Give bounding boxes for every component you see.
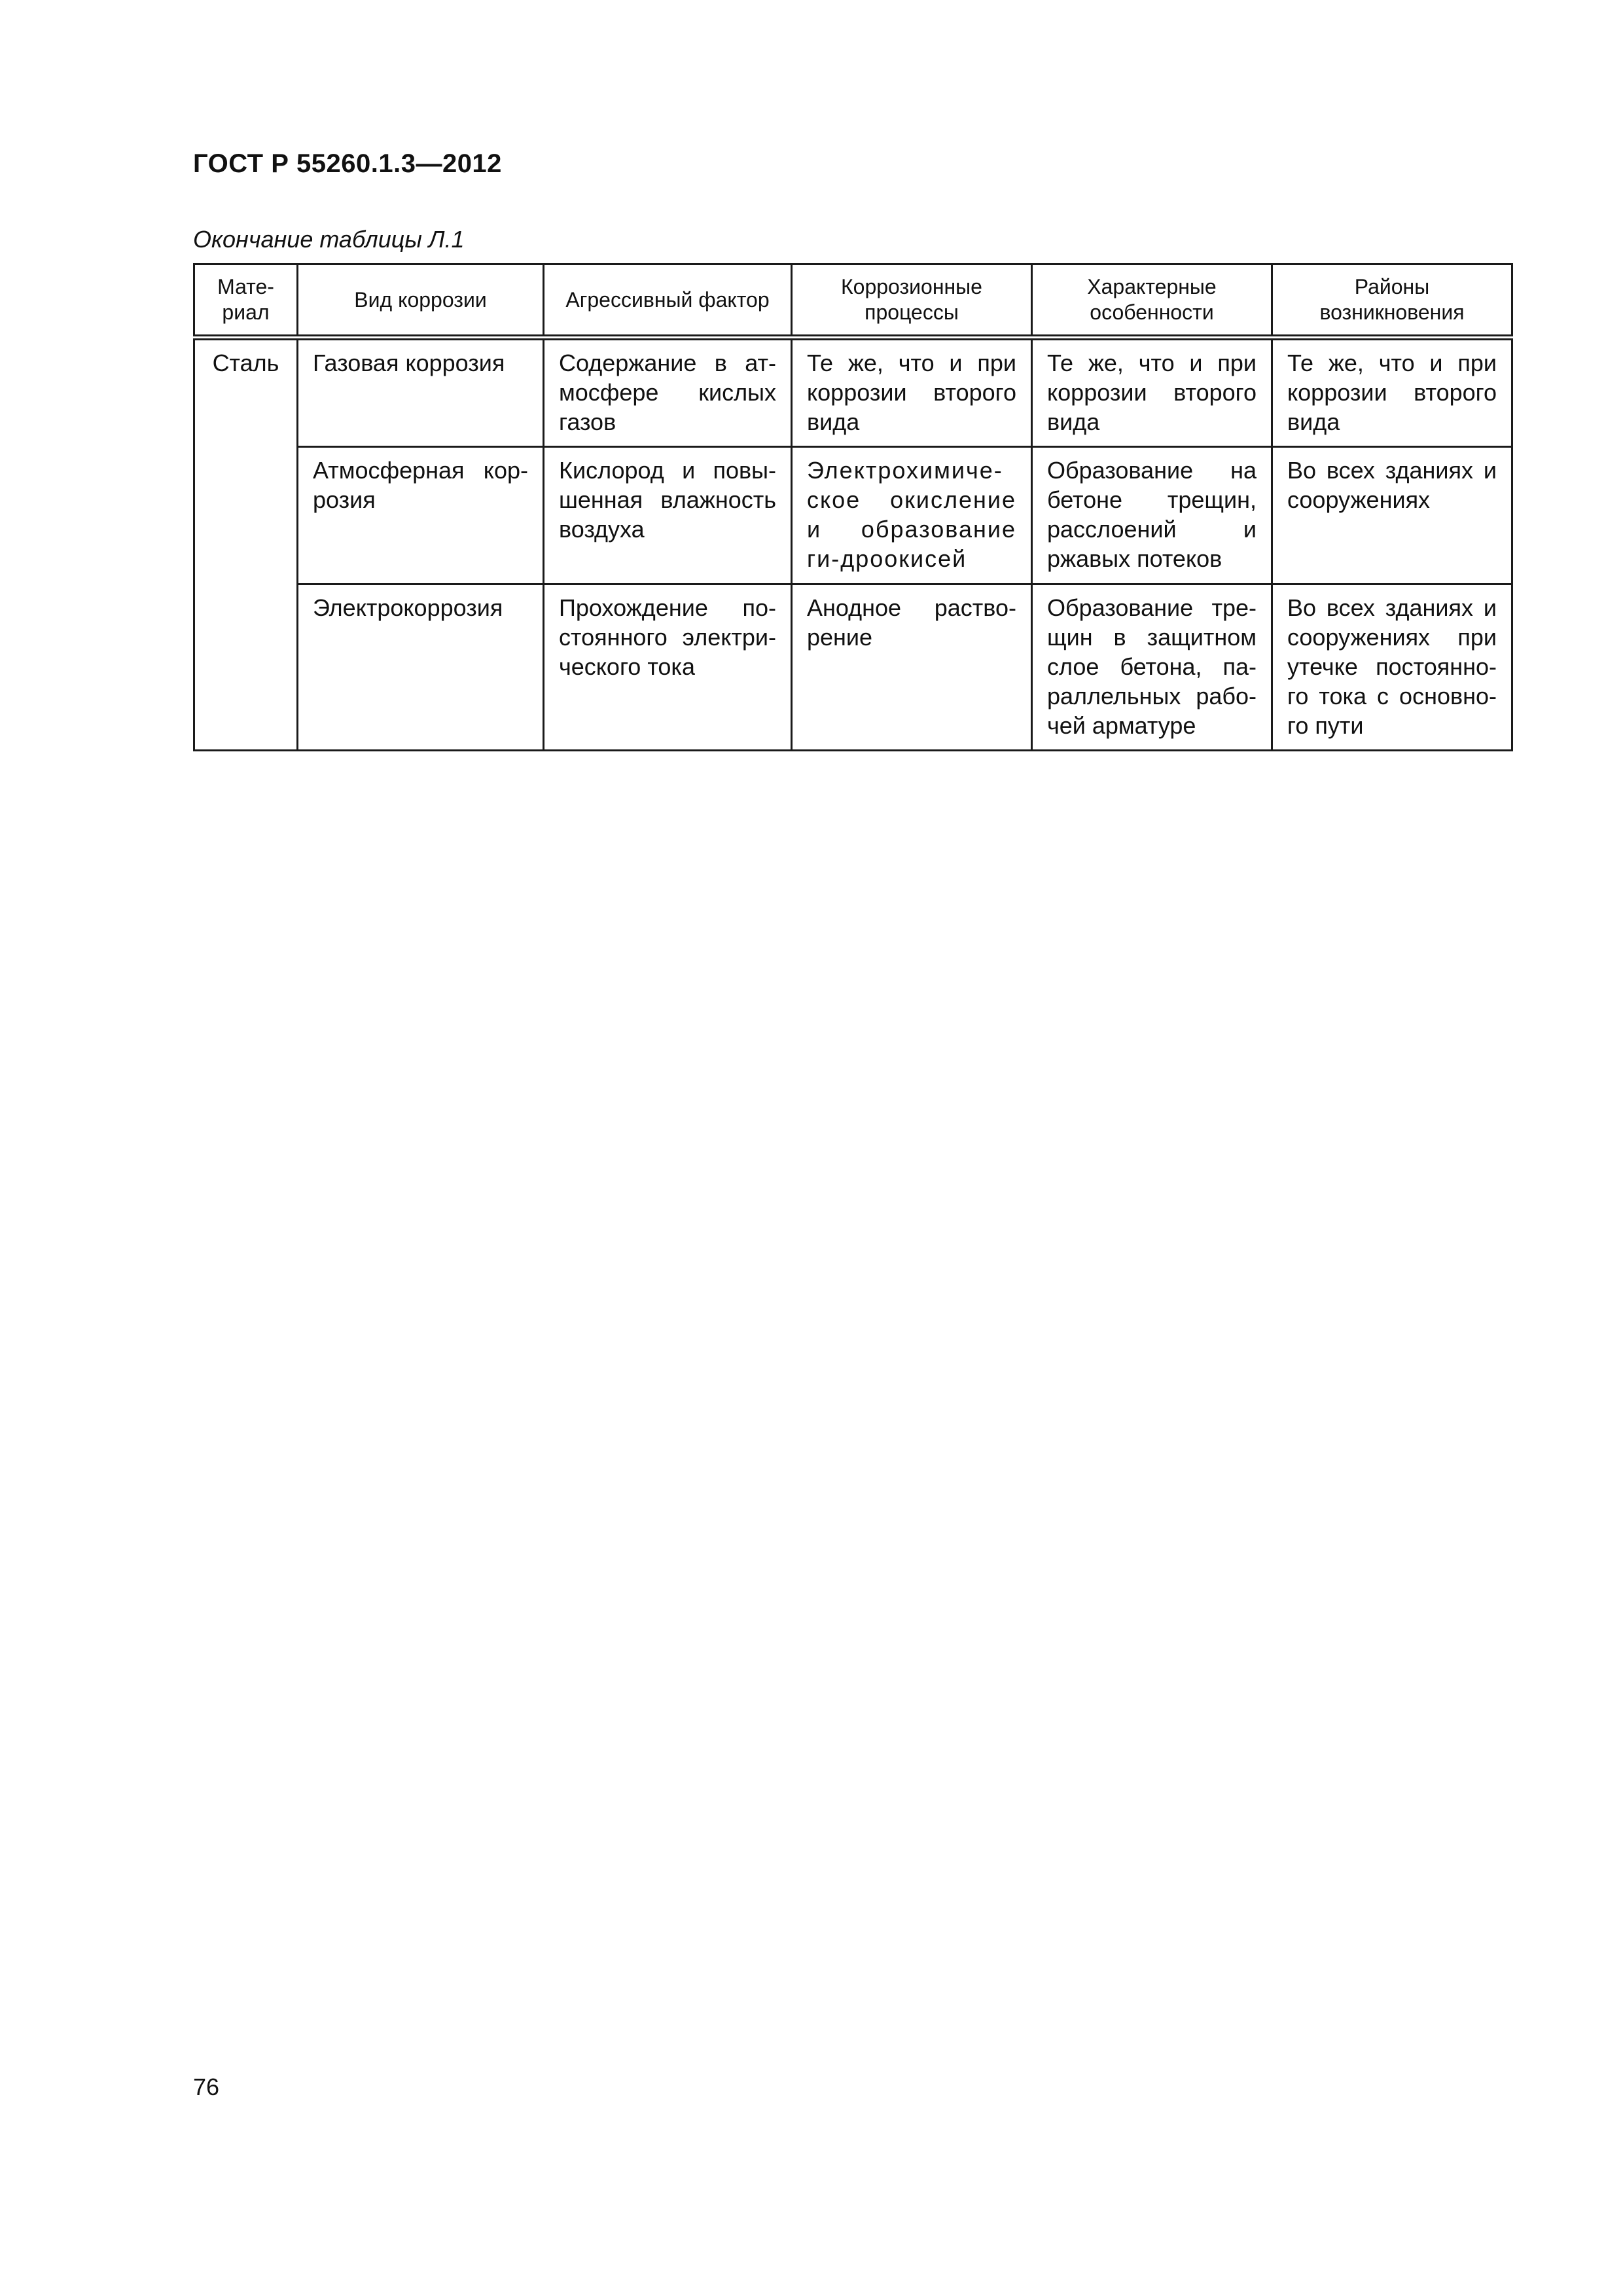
column-header-aggressive-factor	[544, 264, 792, 338]
cell-corrosion-type: Газовая коррозия	[298, 338, 544, 447]
cell-corrosion-process: Электрохимиче-ское окисление и образование ги-дроокисей	[792, 447, 1032, 584]
cell-aggressive-factor: Прохождение по-стоянного электри-ческого тока	[544, 584, 792, 751]
table-row	[194, 338, 1512, 447]
cell-aggressive-factor: Кислород и повы-шенная влажность воздуха	[544, 447, 792, 584]
table-row	[194, 447, 1512, 584]
page-number: 76	[193, 2073, 220, 2100]
header-text: Районы возникновения	[1319, 275, 1465, 324]
column-header-features	[1032, 264, 1272, 338]
cell-corrosion-process: Те же, что и при коррозии второго вида	[792, 338, 1032, 447]
cell-corrosion-type: Атмосферная кор-розия	[298, 447, 544, 584]
table-header-row	[194, 264, 1512, 338]
header-text: Вид коррозии	[354, 287, 487, 312]
table-caption: Окончание таблицы Л.1	[193, 226, 465, 253]
cell-aggressive-factor: Содержание в ат-мосфере кислых газов	[544, 338, 792, 447]
header-text: Коррозионные процессы	[841, 275, 982, 324]
cell-corrosion-process: Анодное раство-рение	[792, 584, 1032, 751]
table-row	[194, 584, 1512, 751]
header-text: Агрессивный фактор	[565, 287, 770, 312]
column-header-areas	[1272, 264, 1512, 338]
cell-features: Образование тре-щин в защитном слое бетона, па-раллельных рабо-чей арматуре	[1032, 584, 1272, 751]
cell-features: Образование на бетоне трещин, расслоений и ржавых потеков	[1032, 447, 1272, 584]
corrosion-table	[193, 263, 1513, 751]
cell-areas: Во всех зданиях и сооружениях при утечке постоянно-го тока с основно-го пути	[1272, 584, 1512, 751]
column-header-corrosion-processes	[792, 264, 1032, 338]
cell-material: Сталь	[194, 338, 298, 751]
column-header-corrosion-type	[298, 264, 544, 338]
cell-features: Те же, что и при коррозии второго вида	[1032, 338, 1272, 447]
column-header-material	[194, 264, 298, 338]
cell-areas: Во всех зданиях и сооружениях	[1272, 447, 1512, 584]
document-header: ГОСТ Р 55260.1.3—2012	[193, 149, 502, 178]
header-text: Характерные особенности	[1087, 275, 1217, 324]
cell-corrosion-type: Электрокоррозия	[298, 584, 544, 751]
header-text: Мате- риал	[217, 275, 274, 324]
cell-areas: Те же, что и при коррозии второго вида	[1272, 338, 1512, 447]
